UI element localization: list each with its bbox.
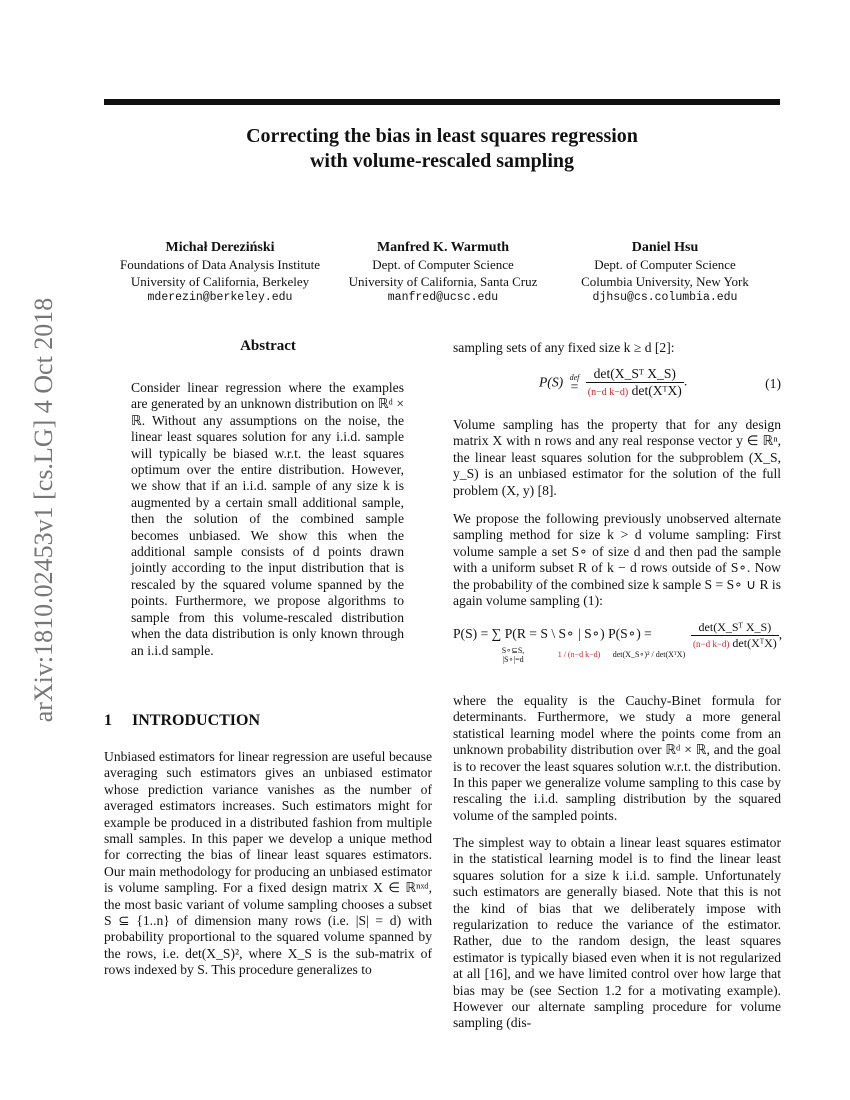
paper-title (104, 124, 780, 174)
right-intro-line: sampling sets of any fixed size k ≥ d [2]: (453, 340, 675, 355)
right-paragraph-2: We propose the following previously unobserved alternate sampling method for size k > d volume sampling: First volume sample a set S∘ of size d and then pad the sample with a uniform subset R of k − d rows outside of S∘. Now the probability of the combined size k sample S = S∘ ∪ R is again volume sampling (1): (453, 511, 781, 609)
eq1-def: def (569, 373, 580, 382)
section-heading (104, 712, 260, 730)
right-paragraph-4: The simplest way to obtain a linear least squares estimator in the statistical learning model is to find the linear least squares solution for a size k i.i.d. sample. Unfortunately such estimators are generally biased. Note that this is not the kind of bias that we deliberately impose with regularization to reduce the variance of the estimator. Rather, due to the random design, the least squares estimator is typically biased even when it is not regularized at all [16], and we have limited control over how large that bias may be (see Section 1.2 for a motivating example). However our alternate sampling procedure for volume sampling (dis- (453, 835, 781, 1031)
author-name: Michał Dereziński (165, 240, 275, 255)
eq1-numerator: det(X_Sᵀ X_S) (586, 366, 684, 383)
author-affiliation: Foundations of Data Analysis Institute (119, 257, 321, 272)
title-rule (104, 99, 780, 105)
eq1-binomial: (n−d k−d) (587, 387, 629, 398)
author-1 (104, 238, 336, 307)
author-affiliation: Dept. of Computer Science (372, 257, 514, 272)
eq2-binomial: (n−d k−d) (693, 639, 730, 649)
author-name: Daniel Hsu (631, 240, 699, 255)
right-paragraph-1: Volume sampling has the property that for any design matrix X with n rows and any real response vector y ∈ ℝⁿ, the linear least squares solution for the subproblem (X_S, y_S) is an unbiased estimator for the solution of the full problem (X, y) [8]. (453, 417, 781, 498)
equation-1: P(S) def = $\frac{\text{det(X\_Sᵀ X\_S)}}{\text{(n−d k−d) det(XᵀX)}}$ . (1) (539, 366, 781, 398)
right-paragraph-3: where the equality is the Cauchy-Binet formula for determinants. Furthermore, we study a more general statistical learning model where the points come from an unknown probability distribution over ℝᵈ × ℝ, and the goal is to recover the least squares solution w.r.t. the distribution. In this paper we generalize volume sampling to this case by rescaling the i.i.d. sampling distribution by the squared volume of the sampled points. (453, 693, 781, 823)
arxiv-stamp (14, 250, 74, 770)
eq2-denominator: det(XᵀX) (732, 636, 777, 650)
equation-2 (453, 620, 781, 686)
eq2-underbrace-2: det(X_S∘)² / det(XᵀX) (612, 650, 686, 659)
eq2-numerator: det(X_Sᵀ X_S) (691, 620, 779, 636)
arxiv-stamp-text: arXiv:1810.02453v1 [cs.LG] 4 Oct 2018 (29, 297, 58, 723)
author-2 (336, 238, 550, 307)
author-email[interactable]: djhsu@cs.columbia.edu (592, 291, 738, 304)
section-number: 1 (104, 712, 112, 729)
title-line-2: with volume-rescaled sampling (309, 150, 575, 172)
author-affiliation: University of California, Santa Cruz (348, 273, 538, 289)
eq2-underbrace-1: 1 / (n−d k−d) (557, 650, 601, 659)
author-affiliation: Dept. of Computer Science (594, 257, 736, 272)
author-3 (550, 238, 780, 307)
eq2-fraction (691, 620, 779, 651)
title-line-1: Correcting the bias in least squares regression (246, 125, 638, 147)
author-block (104, 238, 780, 308)
eq1-denominator: det(XᵀX) (631, 383, 682, 398)
eq2-lhs: P(S) = ∑ (453, 626, 502, 641)
eq1-fraction (586, 366, 684, 399)
eq2-sum-subscript: S∘⊆S, |S∘|=d (501, 646, 525, 664)
eq2-tail: , (778, 626, 783, 642)
author-affiliation: Columbia University, New York (581, 273, 749, 289)
abstract-heading: Abstract (240, 338, 296, 354)
eq2-middle: P(R = S \ S∘ | S∘) P(S∘) = (504, 626, 652, 641)
author-email[interactable]: mderezin@berkeley.edu (147, 291, 293, 304)
eq1-lhs: P(S) (539, 374, 564, 390)
author-email[interactable]: manfred@ucsc.edu (387, 291, 499, 304)
eq1-number: (1) (765, 376, 781, 391)
author-name: Manfred K. Warmuth (376, 240, 510, 255)
abstract-text: Consider linear regression where the examples are generated by an unknown distribution on ℝᵈ × ℝ. Without any assumptions on the noise, the linear least squares solution for any i.i.d. sample will typically be biased w.r.t. the least squares optimum over the entire distribution. However, we show that if an i.i.d. sample of any size k is augmented by a certain small additional sample, then the solution of the combined sample becomes unbiased. We show this when the additional sample consists of d points drawn jointly according to the input distribution that is rescaled by the squared volume spanned by the points. Furthermore, we propose algorithms to sample from this volume-rescaled distribution when the data distribution is only known through an i.i.d sample. (131, 380, 404, 658)
author-affiliation: University of California, Berkeley (130, 273, 310, 289)
section-title: INTRODUCTION (132, 712, 261, 729)
intro-paragraph: Unbiased estimators for linear regression are useful because averaging such estimators gives an unbiased estimator whose prediction variance vanishes as the number of averaged estimators increases. Such estimators might for example be produced in a distributed fashion from multiple small samples. In this paper we develop a unique method for correcting the bias of linear least squares estimators. Our main methodology for producing an unbiased estimator is volume sampling. For a fixed design matrix X ∈ ℝⁿˣᵈ, the most basic variant of volume sampling chooses a subset S ⊆ {1..n} of dimension many rows (i.e. |S| = d) with probability proportional to the squared volume spanned by the rows, i.e. det(X_S)², where X_S is the sub-matrix of rows indexed by S. This procedure generalizes to (104, 749, 432, 978)
